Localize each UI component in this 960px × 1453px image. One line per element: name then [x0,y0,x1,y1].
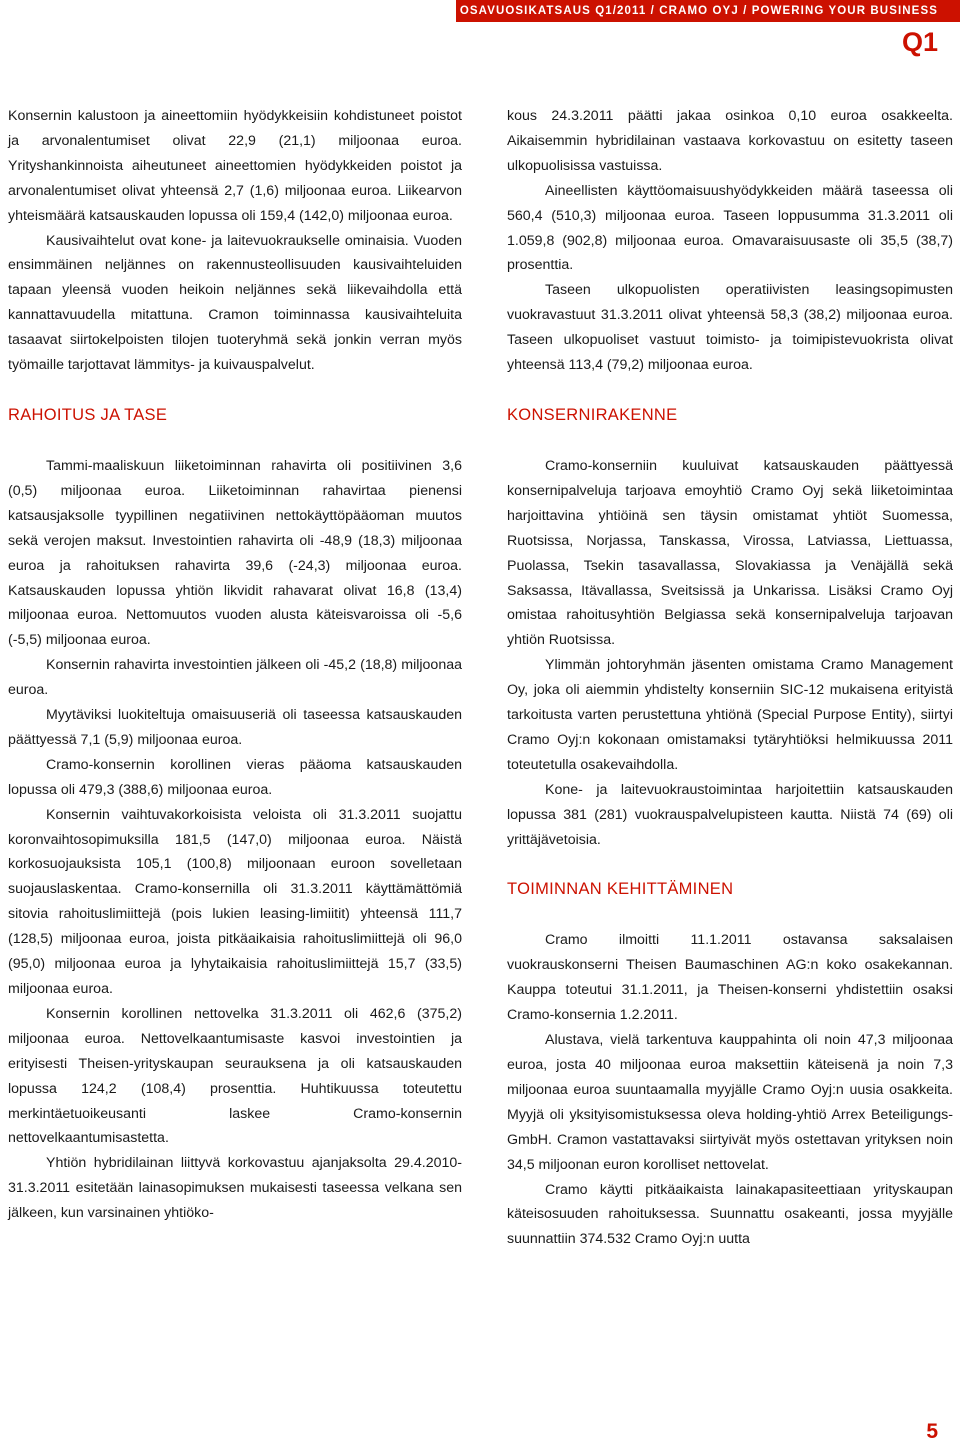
spacer [507,378,953,403]
section-heading-development: TOIMINNAN KEHITTÄMINEN [507,880,734,899]
paragraph-net-debt: Konsernin korollinen nettovelka 31.3.2011 oli 462,6 (375,2) miljoonaa euroa. Nettovelkaantumisaste kasvoi investointien ja erityisesti Theisen-yrityskaupan seurauksena ja oli katsauskauden lopussa 124,2 (108,4) prosenttia. Huhtikuussa toteutettu merkintäetuoikeusanti laskee Cramo-konsernin nettovelkaantumisastetta. [8,1005,462,1147]
paragraph-leasing-commitments: Taseen ulkopuolisten operatiivisten leasingsopimusten vuokravastuut 31.3.2011 olivat yhteensä 58,3 (38,2) miljoonaa euroa. Taseen ulkopuoliset vastuut toimisto- ja toimipistevuokrista olivat yhteensä 113,4 (79,2) miljoonaa euroa. [507,282,953,374]
paragraph-interest-rate-swaps: Konsernin vaihtuvakorkoisista veloista oli 31.3.2011 suojattu koronvaihtosopimuksilla 181,5 (147,0) miljoonaa euroa. Näistä korkosuojauksista 105,1 (100,8) miljoonaan euroon sovelletaan suojauslaskentaa. Cramo-konsernilla oli 31.3.2011 käyttämättömiä sitovia rahoituslimiittejä (pois lukien leasing-limiitit) yhteensä 111,7 (128,5) miljoonaa euroa, joista pitkäaikaisia rahoituslimiittejä oli 96,0 (95,0) miljoonaa euroa ja lyhytaikaisia rahoituslimiittejä 15,7 (33,5) miljoonaa euroa. [8,806,462,997]
paragraph-continuation: kous 24.3.2011 päätti jakaa osinkoa 0,10 euroa osakkeelta. Aikaisemmin hybridilainan vastaava korkovastuu on esitetty taseen ulkopuolisissa vastuissa. [507,108,953,174]
spacer [507,427,953,454]
spacer [8,427,462,454]
spacer [507,901,953,928]
paragraph-cash-flow-after-investments: Konsernin rahavirta investointien jälkeen oli -45,2 (18,8) miljoonaa euroa. [8,657,462,699]
quarter-label: Q1 [901,27,938,57]
paragraph-tangible-assets: Aineellisten käyttöomaisuushyödykkeiden määrä taseessa oli 560,4 (510,3) miljoonaa euroa. Taseen loppusumma 31.3.2011 oli 1.059,8 (902,8) miljoonaa euroa. Omavaraisuusaste oli 35,5 (38,7) prosenttia. [507,182,953,274]
paragraph-seasonality: Kausivaihtelut ovat kone- ja laitevuokraukselle ominaisia. Vuoden ensimmäinen neljännes on rakennusteollisuuden kausivaihteluiden tapaan yleensä vuoden heikoin neljännes sekä liikevaihdolla että kannattavuudella mitattuna. Cramon toiminnassa kausivaihteluita tasaavat siirtokelpoisten tilojen tuoteryhmä sekä jonkin verran myös työmaille tarjottavat lämmitys- ja kuivauspalvelut. [8,232,462,374]
paragraph-cramo-management: Ylimmän johtoryhmän jäsenten omistama Cramo Management Oy, joka oli aiemmin yhdistelty konserniin SIC-12 mukaisena erityistä tarkoitusta varten perustettuna yhtiönä (Special Purpose Entity), siirtyi Cramo Oyj:n kokonaan omistamaksi tytäryhtiöksi helmikuussa 2011 toteutetulla osakevaihdolla. [507,657,953,773]
spacer [507,852,953,877]
page-number: 5 [926,1420,938,1443]
paragraph-rental-outlets: Kone- ja laitevuokraustoimintaa harjoitettiin katsauskauden lopussa 381 (281) vuokrauspalvelupisteen kautta. Niistä 74 (69) oli yrittäjävetoisia. [507,781,953,848]
paragraph-theisen-acquisition: Cramo ilmoitti 11.1.2011 ostavansa saksalaisen vuokrauskonserni Theisen Baumaschinen AG:n koko osakekannan. Kauppa toteutui 31.1.2011, ja Theisen-konserni yhdistettiin osaksi Cramo-konsernia 1.2.2011. [507,932,953,1024]
paragraph-group-companies: Cramo-konserniin kuuluivat katsauskauden päättyessä konsernipalveluja tarjoava emoyhtiö Cramo Oyj sekä liiketoimintaa harjoittavina yhtiöinä sen täysin omistamat yhtiöt Suomessa, Ruotsissa, Norjassa, Tanskassa, Virossa, Latviassa, Liettuassa, Puolassa, Tsekin tasavallassa, Slovakiassa ja Venäjällä sekä Saksassa, Itävallassa, Sveitsissä ja Unkarissa. Lisäksi Cramo Oyj omistaa rahoitusyhtiön Belgiassa sekä konsernipalveluja tarjoavan yhtiön Ruotsissa. [507,457,953,649]
paragraph-assets-held-for-sale: Myytäviksi luokiteltuja omaisuuseriä oli taseessa katsauskauden päättyessä 7,1 (5,9) miljoonaa euroa. [8,707,462,748]
paragraph-purchase-price: Alustava, vielä tarkentuva kauppahinta oli noin 47,3 miljoonaa euroa, josta 40 miljoonaa euroa maksettiin käteisenä ja noin 7,3 miljoonaa euroa suuntaamalla myyjälle Cramo Oyj:n uusia osakkeita. Myyjä oli yksityisomistuksessa oleva holding-yhtiö Arrex Beteiligungs-GmbH. Cramon vastattavaksi siirtyivät myös ostettavan yrityksen noin 34,5 miljoonan euron korolliset nettovelat. [507,1032,953,1173]
paragraph-hybrid-loan: Yhtiön hybridilainan liittyvä korkovastuu ajanjaksolta 29.4.2010-31.3.2011 esitetään lainasopimuksen mukaisesti taseessa velkana sen jälkeen, kun varsinainen yhtiöko- [8,1155,462,1222]
running-title: OSAVUOSIKATSAUS Q1/2011 / CRAMO OYJ / POWERING YOUR BUSINESS [459,5,938,17]
right-column [507,104,953,1252]
paragraph-cash-flow: Tammi-maaliskuun liiketoiminnan rahavirta oli positiivinen 3,6 (0,5) miljoonaa euroa. Liiketoiminnan rahavirtaa pienensi katsausjaksolle tyypillinen negatiivinen nettokäyttöpääoman muutos sekä verojen maksut. Investointien rahavirta oli -48,9 (18,3) miljoonaa euroa ja rahoituksen rahavirta 39,6 (-24,3) miljoonaa euroa. Katsauskauden lopussa yhtiön likvidit rahavarat olivat 16,8 (13,4) miljoonaa euroa. Nettomuutos vuoden alusta käteisvaroissa oli -5,6 (-5,5) miljoonaa euroa. [8,457,462,649]
paragraph-financing: Cramo käytti pitkäaikaista lainakapasiteettiaan yrityskaupan käteisosuuden rahoituksessa. Suunnattu osakeanti, jossa myyjälle suunnattiin 374.532 Cramo Oyj:n uutta [507,1181,953,1248]
running-header-bar [456,0,960,22]
section-heading-group-structure: KONSERNIRAKENNE [507,405,678,424]
section-heading-financing: RAHOITUS JA TASE [8,405,168,424]
paragraph-depreciation: Konsernin kalustoon ja aineettomiin hyödykkeisiin kohdistuneet poistot ja arvonalentumiset olivat 22,9 (21,1) miljoonaa euroa. Yrityshankinnoista aiheutuneet aineettomien hyödykkeiden poistot ja arvonalentumiset olivat yhteensä 2,7 (1,6) miljoonaa euroa. Liikearvon yhteismäärä katsauskauden lopussa oli 159,4 (142,0) miljoonaa euroa. [8,108,462,224]
spacer [8,378,462,403]
paragraph-interest-bearing-liabilities: Cramo-konsernin korollinen vieras pääoma katsauskauden lopussa oli 479,3 (388,6) miljoonaa euroa. [8,756,462,798]
left-column [8,104,462,1226]
